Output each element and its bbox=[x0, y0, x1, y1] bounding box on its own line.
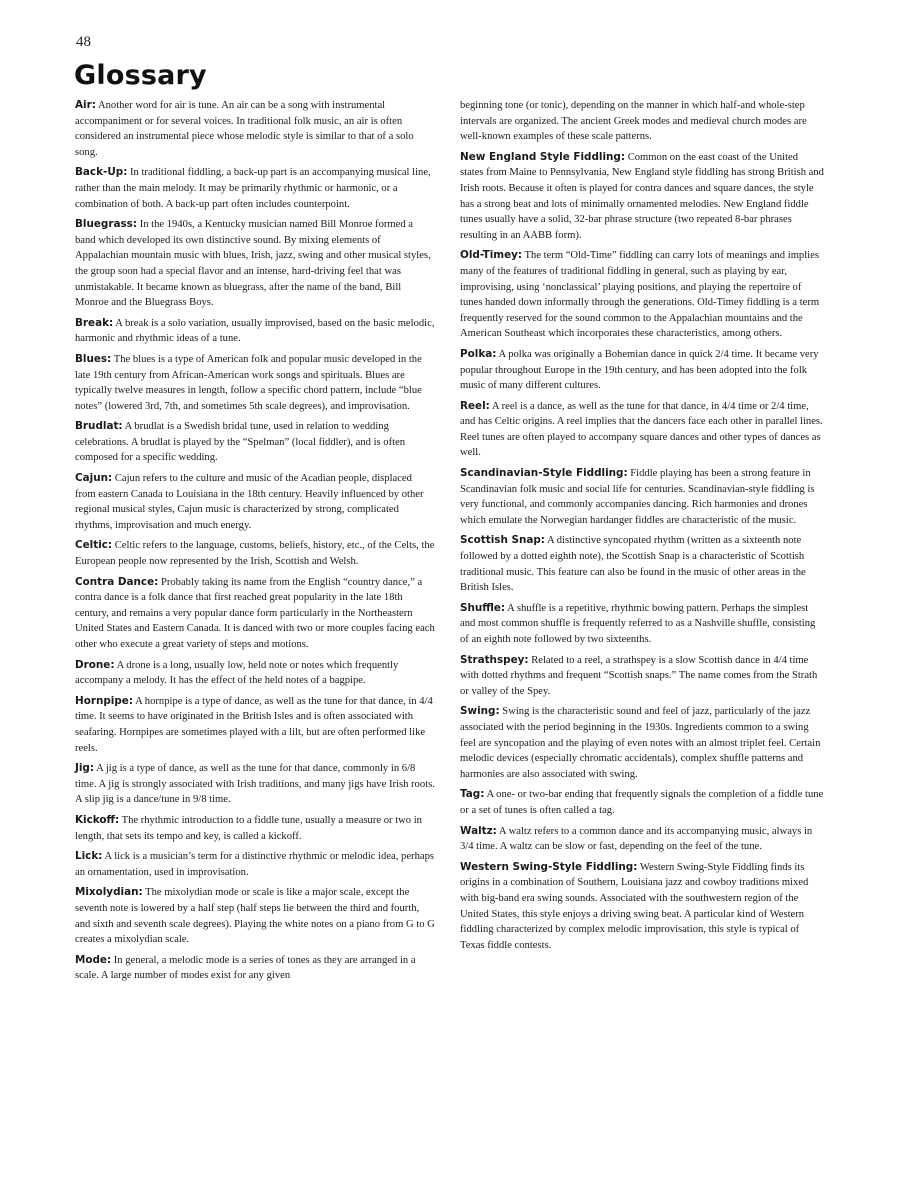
glossary-definition: Swing is the characteristic sound and feel of jazz, particularly of the jazz associated with the period beginning in the 1930s. Ingredients common to a swing feel are syncopation and the playing of even notes with an almost triplet feel. Certain melodic devices (especially chromatic accidentals), complex shuffle patterns and harmonies are also associated with swing. bbox=[460, 706, 821, 780]
glossary-entry bbox=[75, 471, 435, 533]
glossary-entry bbox=[75, 658, 435, 689]
glossary-term: Mode: bbox=[75, 953, 112, 966]
glossary-term: Kickoff: bbox=[75, 813, 120, 826]
glossary-entry bbox=[75, 849, 435, 880]
glossary-definition: A lick is a musician’s term for a distinctive rhythmic or melodic idea, perhaps an ornamentation, used in improvisation. bbox=[75, 851, 434, 878]
glossary-definition: The rhythmic introduction to a fiddle tune, usually a measure or two in length, that sets its tempo and key, is called a kickoff. bbox=[75, 814, 422, 842]
glossary-entry bbox=[75, 538, 435, 569]
glossary-entry bbox=[460, 98, 824, 145]
glossary-term: Celtic: bbox=[75, 539, 113, 552]
glossary-definition: A brudlat is a Swedish bridal tune, used in relation to wedding celebrations. A brudlat is played by the “Spelman” (local fiddler), and is often composed for a specific wedding. bbox=[75, 421, 406, 464]
glossary-entry bbox=[460, 533, 824, 595]
glossary-definition: A jig is a type of dance, as well as the tune for that dance, commonly in 6/8 time. A jig is strongly associated with Irish traditions, and many jigs have Irish roots. A slip jig is a dance/tune in 9/8 time. bbox=[75, 763, 435, 806]
glossary-term: Tag: bbox=[460, 788, 485, 801]
glossary-term: Lick: bbox=[75, 850, 103, 863]
glossary-term: Swing: bbox=[460, 705, 500, 718]
glossary-entry bbox=[460, 601, 824, 648]
glossary-term: Contra Dance: bbox=[75, 575, 159, 588]
glossary-definition: In traditional fiddling, a back-up part is an accompanying musical line, rather than the main melody. It may be primarily rhythmic or harmonic, or a combination of both. A back-up part often includes counterpoint. bbox=[75, 167, 431, 210]
glossary-entry bbox=[75, 575, 435, 653]
glossary-definition: Probably taking its name from the English “country dance,” a contra dance is a folk dance that first reached great popularity in the late 18th century, and remains a very popular dance form particularly in the Northeastern United States and Eastern Canada. It is danced with two or more couples facing each other who execute a great variety of steps and motions. bbox=[75, 576, 435, 650]
glossary-entry bbox=[75, 352, 435, 414]
glossary-definition: A drone is a long, usually low, held note or notes which frequently accompany a melody. It has the effect of the held notes of a bagpipe. bbox=[75, 659, 399, 687]
glossary-entry bbox=[460, 466, 824, 528]
glossary-term: Western Swing-Style Fiddling: bbox=[460, 860, 638, 873]
page-number: 48 bbox=[76, 34, 91, 50]
glossary-term: Jig: bbox=[75, 762, 95, 775]
glossary-definition: A waltz refers to a common dance and its accompanying music, always in 3/4 time. A waltz can be slow or fast, depending on the feel of the tune. bbox=[460, 825, 813, 853]
glossary-column-right bbox=[460, 98, 824, 958]
glossary-definition: A hornpipe is a type of dance, as well as the tune for that dance, in 4/4 time. It seems to have originated in the British Isles and is often associated with seafaring. Hornpipes are sometimes played with a lilt, but are often performed like reels. bbox=[75, 695, 433, 754]
glossary-entry bbox=[460, 704, 824, 782]
glossary-term: Drone: bbox=[75, 658, 115, 671]
glossary-term: Break: bbox=[75, 316, 114, 329]
glossary-column-left bbox=[75, 98, 435, 989]
glossary-term: Polka: bbox=[460, 347, 497, 360]
glossary-entry bbox=[75, 419, 435, 466]
glossary-definition: Western Swing-Style Fiddling finds its origins in a combination of Southern, Louisiana jazz and cowboy traditions mixed with big-band era swing sounds. Associated with the southwestern region of the United States, this style enjoys a driving swing beat. A particular kind of Western fiddling characterized by complex melodic improvisation, this style is typical of Texas fiddle contests. bbox=[460, 861, 809, 951]
glossary-definition: Celtic refers to the language, customs, beliefs, history, etc., of the Celts, the European people now represented by the Irish, Scottish and Welsh. bbox=[75, 540, 435, 568]
glossary-term: Brudlat: bbox=[75, 420, 123, 433]
glossary-entry bbox=[75, 953, 435, 984]
glossary-term: Cajun: bbox=[75, 472, 113, 485]
glossary-entry bbox=[75, 98, 435, 160]
glossary-entry bbox=[75, 694, 435, 756]
glossary-definition: Cajun refers to the culture and music of the Acadian people, displaced from eastern Canada to Louisiana in the 18th century. Heavily influenced by other regional musical styles, Cajun music is characterized by strong, complicated rhythms, improvisation and much energy. bbox=[75, 473, 424, 531]
glossary-definition: Fiddle playing has been a strong feature in Scandinavian folk music and social life for centuries. Scandinavian-style fiddling is very functional, and commonly accompanies dancing. Rich harmonies and drones which emulate the Norwegian hardanger fiddles are characteristic of the music. bbox=[460, 468, 815, 526]
glossary-term: Bluegrass: bbox=[75, 218, 138, 231]
glossary-definition: A reel is a dance, as well as the tune for that dance, in 4/4 time or 2/4 time, and has Celtic origins. A reel implies that the dancers face each other in parallel lines. Reel tunes are often played to accompany square dances and other types of dances as well. bbox=[460, 400, 823, 459]
glossary-entry bbox=[460, 248, 824, 342]
glossary-definition: A one- or two-bar ending that frequently signals the completion of a fiddle tune or a set of tunes is often called a tag. bbox=[460, 789, 824, 816]
glossary-definition: A distinctive syncopated rhythm (written as a sixteenth note followed by a dotted eighth note), the Scottish Snap is a characteristic of Scottish traditional music. This feature can also be found in the music of other areas in the British Isles. bbox=[460, 535, 806, 594]
glossary-entry bbox=[75, 885, 435, 947]
glossary-definition: In the 1940s, a Kentucky musician named Bill Monroe formed a band which developed its own distinctive sound. By mixing elements of Appalachian mountain music with blues, Irish, jazz, swing and other musical styles, the group soon had a special flavor and an intense, hard-driving feel that was unmistakable. It became known as bluegrass, after the name of the band, Bill Monroe and the Bluegrass Boys. bbox=[75, 219, 431, 309]
glossary-entry bbox=[75, 813, 435, 844]
glossary-term: New England Style Fiddling: bbox=[460, 150, 626, 163]
glossary-definition: The term “Old-Time” fiddling can carry lots of meanings and implies many of the features of traditional fiddling in general, such as playing by ear, improvising, using ‘nonclassical’ playing positions, and playing the repertoire of tunes handed down informally through the generations. Old-Timey fiddling is a term frequently reserved for the sound common to the Appalachian mountains and the American Southeast which incorporates these characteristics, among others. bbox=[460, 250, 820, 340]
glossary-definition: Common on the east coast of the United states from Maine to Pennsylvania, New England style fiddling has strong British and Irish roots. Because it often is played for contra dances and square dances, the style has a strong beat and lots of minimally ornamented melodies. New England fiddle tunes usually have a solid, 32-bar phrase structure (two repeated 8-bar phrases resulting in an AABB form). bbox=[460, 151, 824, 241]
glossary-entry bbox=[460, 860, 824, 954]
glossary-definition: The blues is a type of American folk and popular music developed in the late 19th century from African-American work songs and spirituals. Blues are typically twelve measures in length, follow a specific chord pattern, include “blue notes” (lowered 3rd, 7th, and sometimes 5th scale degrees), and improvisation. bbox=[75, 353, 422, 412]
glossary-term: Reel: bbox=[460, 399, 490, 412]
glossary-definition: The mixolydian mode or scale is like a major scale, except the seventh note is lowered by a half step (half steps lie between the third and fourth, and sixth and seventh scale degrees). Playing the white notes on a piano from G to G creates a mixolydian scale. bbox=[75, 887, 435, 946]
glossary-term: Mixolydian: bbox=[75, 886, 143, 899]
glossary-entry bbox=[75, 165, 435, 212]
glossary-definition: beginning tone (or tonic), depending on the manner in which half-and whole-step intervals are organized. The ancient Greek modes and medieval church modes are well-known examples of these scale patterns. bbox=[460, 100, 807, 143]
glossary-entry bbox=[460, 824, 824, 855]
glossary-definition: Related to a reel, a strathspey is a slow Scottish dance in 4/4 time with dotted rhythms and frequent “Scottish snaps.” The name comes from the Strath or valley of the Spey. bbox=[460, 654, 818, 697]
glossary-term: Blues: bbox=[75, 352, 112, 365]
page-title: Glossary bbox=[74, 60, 207, 91]
glossary-entry bbox=[460, 399, 824, 461]
glossary-definition: A shuffle is a repetitive, rhythmic bowing pattern. Perhaps the simplest and most common shuffle is frequently referred to as a Nashville shuffle, consisting of an eighth note followed by two sixteenths. bbox=[460, 602, 816, 645]
glossary-term: Old-Timey: bbox=[460, 249, 523, 262]
glossary-term: Back-Up: bbox=[75, 166, 128, 179]
glossary-term: Air: bbox=[75, 99, 96, 111]
glossary-term: Shuffle: bbox=[460, 601, 506, 614]
glossary-term: Scandinavian-Style Fiddling: bbox=[460, 467, 628, 480]
glossary-entry bbox=[75, 316, 435, 347]
glossary-definition: Another word for air is tune. An air can be a song with instrumental accompaniment or for several voices. In traditional folk music, an air is often considered an instrumental piece whose melodic style is similar to that of a solo song. bbox=[75, 100, 414, 158]
glossary-entry bbox=[460, 653, 824, 700]
glossary-term: Scottish Snap: bbox=[460, 534, 545, 547]
glossary-term: Hornpipe: bbox=[75, 694, 133, 707]
glossary-entry bbox=[75, 761, 435, 808]
glossary-entry bbox=[460, 150, 824, 244]
glossary-entry bbox=[460, 347, 824, 394]
glossary-entry bbox=[460, 787, 824, 818]
glossary-definition: A polka was originally a Bohemian dance in quick 2/4 time. It became very popular throughout Europe in the 19th century, and has been adopted into the folk music of many different cultures. bbox=[460, 348, 819, 392]
glossary-term: Waltz: bbox=[460, 824, 497, 837]
glossary-term: Strathspey: bbox=[460, 653, 529, 666]
glossary-definition: In general, a melodic mode is a series of tones as they are arranged in a scale. A large number of modes exist for any given bbox=[75, 954, 416, 982]
glossary-entry bbox=[75, 217, 435, 311]
glossary-definition: A break is a solo variation, usually improvised, based on the basic melodic, harmonic and rhythmic ideas of a tune. bbox=[75, 317, 435, 345]
